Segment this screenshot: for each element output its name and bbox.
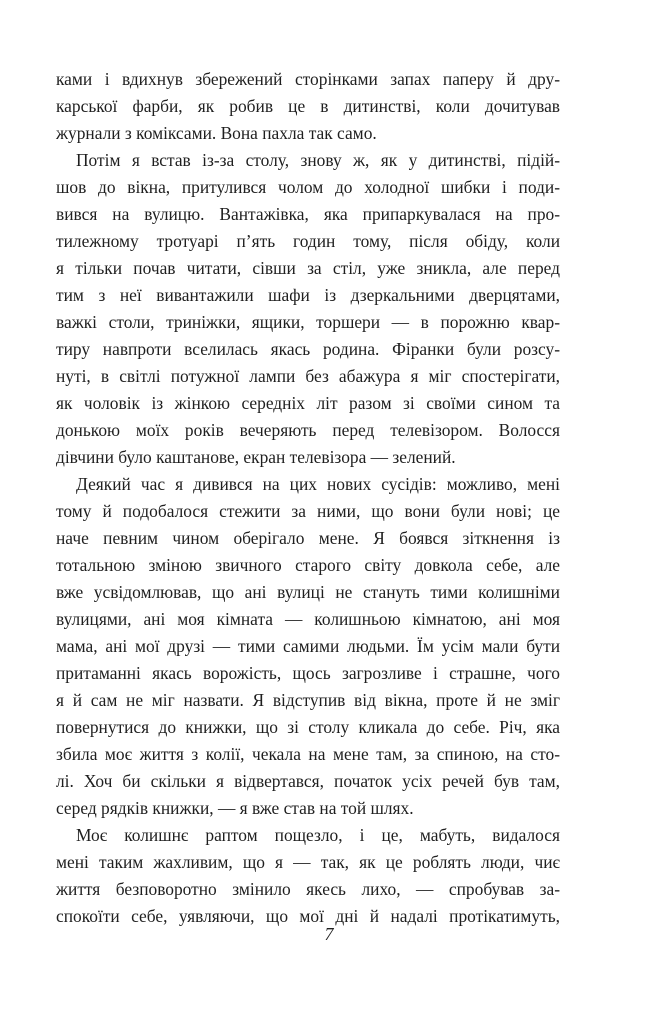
paragraph	[56, 822, 560, 930]
text-line: вже усвідомлював, що ані вулиці не стануть тими колишніми	[56, 582, 560, 602]
text-line: тому й подобалося стежити за ними, що вони були нові; це	[56, 501, 560, 521]
text-line: притаманні якась ворожість, щось загрозливе і страшне, чого	[56, 663, 560, 683]
text-line: важкі столи, триніжки, ящики, торшери — в порожню квар-	[56, 312, 560, 332]
text-line: вулицями, ані моя кімната — колишньою кімнатою, ані моя	[56, 609, 560, 629]
text-line: дівчини було каштанове, екран телевізора — зелений.	[56, 447, 456, 467]
text-line: тиру навпроти вселилась якась родина. Фіранки були розсу-	[56, 339, 560, 359]
text-line: Деякий час я дивився на цих нових сусідів: можливо, мені	[76, 474, 560, 494]
text-line: Потім я встав із-за столу, знову ж, як у дитинстві, підій-	[76, 150, 560, 170]
text-line: Моє колишнє раптом пощезло, і це, мабуть, видалося	[76, 825, 560, 845]
text-line: мені таким жахливим, що я — так, як це роблять люди, чиє	[56, 852, 560, 872]
text-line: мама, ані мої друзі — тими самими людьми. Їм усім мали бути	[56, 636, 560, 656]
text-line: наче певним чином оберігало мене. Я боявся зіткнення із	[56, 528, 560, 548]
text-line: тилежному тротуарі п’ять годин тому, після обіду, коли	[56, 231, 560, 251]
text-line: вився на вулицю. Вантажівка, яка припаркувалася на про-	[56, 204, 560, 224]
text-line: тим з неї вивантажили шафи із дзеркальними дверцятами,	[56, 285, 560, 305]
text-line: лі. Хоч би скільки я відвертався, початок усіх речей був там,	[56, 771, 560, 791]
text-line: журнали з коміксами. Вона пахла так само.	[56, 123, 377, 143]
text-line: як чоловік із жінкою середніх літ разом зі своїми сином та	[56, 393, 560, 413]
text-line: нуті, в світлі потужної лампи без абажура я міг спостерігати,	[56, 366, 560, 386]
text-line: я тільки почав читати, сівши за стіл, уже зникла, але перед	[56, 258, 560, 278]
paragraph	[56, 147, 560, 471]
text-line: тотальною зміною звичного старого світу довкола себе, але	[56, 555, 560, 575]
text-line: збила моє життя з колії, чекала на мене там, за спиною, на сто-	[56, 744, 560, 764]
text-line: карської фарби, як робив це в дитинстві, коли дочитував	[56, 96, 560, 116]
text-line: ками і вдихнув збережений сторінками запах паперу й дру-	[56, 69, 560, 89]
paragraph	[56, 66, 560, 147]
page-number: 7	[324, 924, 334, 944]
text-line: повернутися до книжки, що зі столу кликала до себе. Річ, яка	[56, 717, 560, 737]
text-line: донькою моїх років вечеряють перед телевізором. Волосся	[56, 420, 560, 440]
body-text	[56, 66, 560, 930]
paragraph	[56, 471, 560, 822]
text-line: спокоїти себе, уявляючи, що мої дні й надалі протікатимуть,	[56, 906, 560, 926]
text-line: шов до вікна, притулився чолом до холодної шибки і поди-	[56, 177, 560, 197]
text-line: життя безповоротно змінило якесь лихо, — спробував за-	[56, 879, 560, 899]
text-line: я й сам не міг назвати. Я відступив від вікна, проте й не зміг	[56, 690, 560, 710]
text-line: серед рядків книжки, — я вже став на той шлях.	[56, 798, 414, 818]
